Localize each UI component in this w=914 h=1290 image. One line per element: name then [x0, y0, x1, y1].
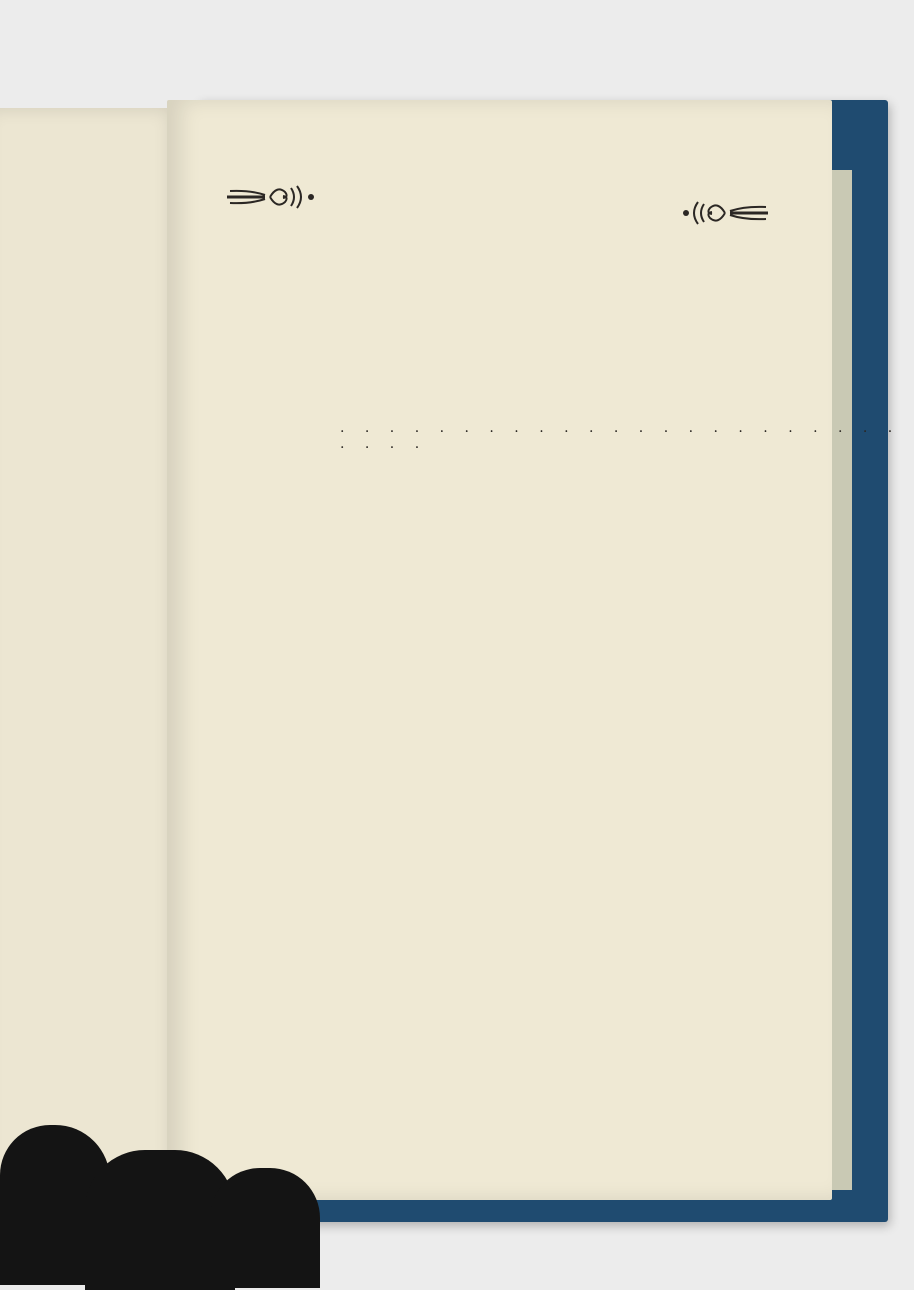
glove-finger — [210, 1168, 320, 1288]
right-page — [167, 100, 832, 1200]
left-page — [0, 108, 185, 1188]
intro-leader: . . . . . . . . . . . . . . . . . . . . . . . . . . . — [340, 420, 901, 452]
title-row — [225, 176, 770, 226]
right-ornament-icon — [680, 198, 770, 228]
left-ornament-icon — [225, 182, 320, 212]
